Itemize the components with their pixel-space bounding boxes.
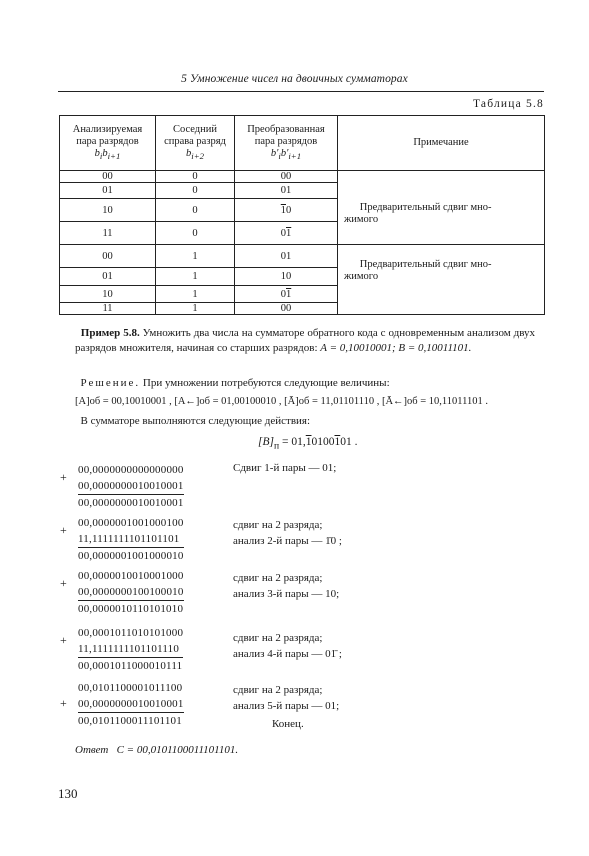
end-label: Конец.: [272, 718, 304, 730]
table-cell: 11: [60, 303, 156, 315]
table-cell: 0: [156, 171, 235, 183]
values-line: [A]об = 00,10010001 , [A←]об = 01,00100010 , [Ā]об = 11,01101110 , [Ā←]об = 10,11011101 .: [75, 396, 489, 407]
col-header-note: Примечание: [338, 116, 545, 171]
table-cell: 10: [60, 286, 156, 303]
step-result: 00,0000001001000010: [78, 550, 184, 562]
table-cell: 1: [156, 268, 235, 286]
answer-text: C = 00,0101100011101101.: [116, 744, 239, 756]
step-notes: [233, 630, 342, 662]
table-cell: 01: [235, 245, 338, 268]
table-cell: 01: [235, 286, 338, 303]
step-result: 00,0000010110101010: [78, 603, 184, 615]
step-notes: [233, 570, 339, 602]
step-5: [78, 680, 184, 729]
step-line: 00,0000000000000000: [78, 464, 184, 476]
step-note: сдвиг на 2 разряда;: [233, 572, 323, 584]
step-line: 00,0001011010101000: [78, 627, 184, 639]
step-1: [78, 462, 184, 511]
step-notes: [233, 517, 342, 549]
step-note: сдвиг на 2 разряда;: [233, 632, 323, 644]
plus-sign: +: [60, 576, 67, 590]
step-result: 00,0101100011101101: [78, 715, 182, 727]
table-cell: 1: [156, 286, 235, 303]
table-5-8: [59, 115, 545, 315]
table-cell: 01: [60, 268, 156, 286]
running-header: 5 Умножение чисел на двоичных сумматорах: [181, 73, 408, 85]
step-note: анализ 5-й пары — 01;: [233, 700, 340, 712]
actions-text: В сумматоре выполняются следующие действия:: [80, 415, 311, 427]
answer-label: Ответ: [75, 744, 109, 756]
step-result: 00,0001011000010111: [78, 660, 183, 672]
plus-sign: +: [60, 523, 67, 537]
solution-line: [75, 376, 535, 391]
table-cell: 01: [60, 183, 156, 199]
step-line: 00,0000001001000100: [78, 517, 184, 529]
b-definition: B = 0,10011101.: [398, 341, 472, 354]
example-text: Умножить два числа на сумматоре обратного кода с одновременным анализом двух разрядов множителя, начиная со старших разрядов:: [75, 327, 536, 354]
table-cell: 10: [235, 199, 338, 222]
table-cell: 10: [60, 199, 156, 222]
table-cell: 1: [156, 245, 235, 268]
step-3: [78, 568, 184, 617]
plus-sign: +: [60, 470, 67, 484]
step-line: 00,0101100001011100: [78, 682, 183, 694]
step-note: анализ 3-й пары — 10;: [233, 588, 340, 600]
step-4: [78, 625, 183, 674]
step-result: 00,0000000010010001: [78, 497, 184, 509]
page-number: 130: [58, 786, 78, 801]
header-rule: [58, 91, 544, 92]
col-header-neighbor: Соседний справа разряд $b_{i+2}$: [156, 116, 235, 171]
step-line: 00,0000000010010001: [78, 696, 184, 713]
solution-label: Решение.: [80, 377, 141, 389]
table-cell: 00: [60, 245, 156, 268]
table-cell: 11: [60, 222, 156, 245]
table-caption: Таблица 5.8: [472, 98, 544, 110]
plus-sign: +: [60, 696, 67, 710]
answer-line: [75, 744, 238, 756]
example-paragraph: [75, 326, 535, 355]
step-line: 00,0000000010010001: [78, 478, 184, 495]
example-title: Пример 5.8.: [80, 327, 140, 339]
step-line: 11,1111111101101101: [78, 531, 184, 548]
step-2: [78, 515, 184, 564]
actions-line: [75, 414, 535, 429]
solution-text: При умножении потребуются следующие величины:: [142, 377, 390, 389]
table-cell: 0: [156, 222, 235, 245]
step-notes: [233, 682, 339, 714]
table-cell: 10: [235, 268, 338, 286]
table-cell: 00: [235, 303, 338, 315]
table-note-2: Предварительный сдвиг мно- жимого: [338, 245, 545, 315]
b-transformed: $[B]_п = 01,10100101$ .: [258, 436, 358, 452]
col-header-transformed: Преобразованная пара разрядов $b'_ib'_{i+1}$: [235, 116, 338, 171]
step-line: 11,1111111101101110: [78, 641, 183, 658]
table-note-1: Предварительный сдвиг мно- жимого: [338, 171, 545, 245]
table-cell: 00: [60, 171, 156, 183]
step-note: анализ 2-й пары — 1̄0 ;: [233, 535, 342, 547]
step-note: сдвиг на 2 разряда;: [233, 684, 323, 696]
table-cell: 1: [156, 303, 235, 315]
step-note: анализ 4-й пары — 01̄ ;: [233, 648, 342, 660]
plus-sign: +: [60, 633, 67, 647]
table-cell: 00: [235, 171, 338, 183]
step-line: 00,0000010010001000: [78, 570, 184, 582]
step-note: сдвиг на 2 разряда;: [233, 519, 323, 531]
table-cell: 0: [156, 183, 235, 199]
table-cell: 01: [235, 183, 338, 199]
table-cell: 01: [235, 222, 338, 245]
step-note: Сдвиг 1-й пары — 01;: [233, 462, 337, 474]
a-definition: A = 0,10010001;: [320, 341, 396, 354]
step-line: 00,0000000100100010: [78, 584, 184, 601]
table-cell: 0: [156, 199, 235, 222]
col-header-analyzed-pair: Анализируемая пара разрядов $b_ib_{i+1}$: [60, 116, 156, 171]
